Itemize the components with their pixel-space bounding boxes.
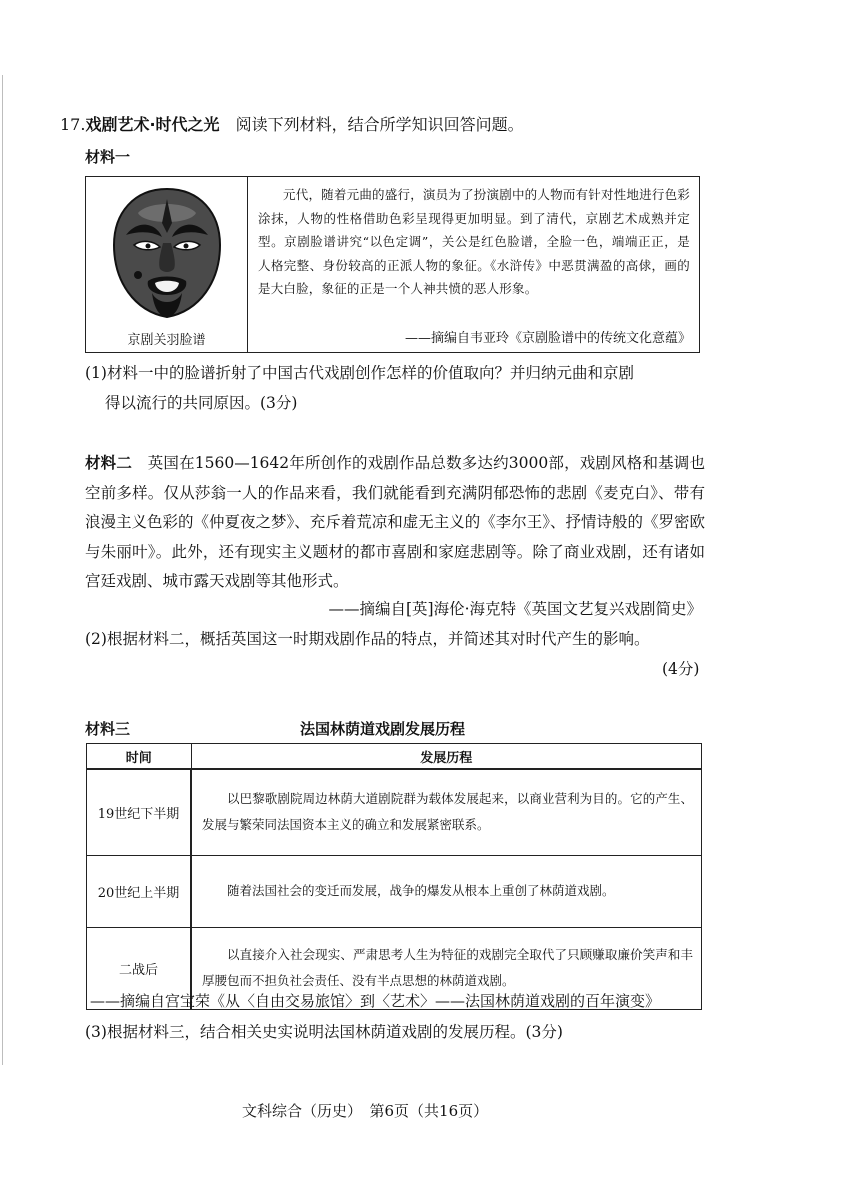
history-table	[86, 743, 702, 1010]
column-header-time: 时间	[87, 744, 192, 770]
table-header-row	[87, 744, 702, 770]
question2-line1: (2)根据材料二，概括英国这一时期戏剧作品的特点，并简述其对时代产生的影响。	[85, 630, 650, 648]
row-time: 19世纪下半期	[87, 769, 192, 855]
table-row	[87, 769, 702, 855]
material1-image-caption: 京剧关羽脸谱	[127, 333, 206, 348]
material2-text: 英国在1560—1642年所创作的戏剧作品总数多达约3000部，戏剧风格和基调也空前多样。仅从莎翁一人的作品来看，我们就能看到充满阴郁恐怖的悲剧《麦克白》、带有浪漫主义色彩的《仲夏夜之梦》、充斥着荒凉和虚无主义的《李尔王》、抒情诗般的《罗密欧与朱丽叶》。此外，还有现实主义题材的都市喜剧和家庭悲剧等。除了商业戏剧，还有诸如宫廷戏剧、城市露天戏剧等其他形式。	[85, 454, 706, 590]
material1-source: ——摘编自韦亚玲《京剧脸谱中的传统文化意蕴》	[404, 331, 691, 346]
page-footer: 文科综合（历史） 第6页（共16页）	[242, 1102, 489, 1120]
row-description: 随着法国社会的变迁而发展，战争的爆发从根本上重创了林荫道戏剧。	[191, 855, 702, 927]
row-description: 以巴黎歌剧院周边林荫大道剧院群为载体发展起来，以商业营利为目的。它的产生、发展与繁荣同法国资本主义的确立和发展紧密联系。	[191, 769, 702, 855]
row-time: 二战后	[87, 927, 192, 1009]
material1-text: 元代，随着元曲的盛行，演员为了扮演剧中的人物而有针对性地进行色彩涂抹，人物的性格借助色彩呈现得更加明显。到了清代，京剧艺术成熟并定型。京剧脸谱讲究“以色定调”，关公是红色脸谱，全脸一色，端端正正，是人格完整、身份较高的正派人物的象征。《水浒传》中恶贯满盈的高俅，画的是大白脸，象征的正是一个人神共愤的恶人形象。	[258, 187, 690, 296]
row-description: 以直接介入社会现实、严肃思考人生为特征的戏剧完全取代了只顾赚取廉价笑声和丰厚腰包而不担负社会责任、没有半点思想的林荫道戏剧。	[191, 927, 702, 1009]
material3-table-title: 法国林荫道戏剧发展历程	[300, 720, 466, 738]
page-edge-line	[2, 75, 3, 1065]
material3-label: 材料三	[85, 720, 131, 738]
material1-label: 材料一	[85, 148, 131, 166]
question-title: 戏剧艺术·时代之光	[85, 115, 220, 134]
material2-block	[85, 449, 705, 597]
material3-source: ——摘编自宫宝荣《从〈自由交易旅馆〉到〈艺术〉——法国林荫道戏剧的百年演变》	[90, 992, 661, 1010]
question1-line1: (1)材料一中的脸谱折射了中国古代戏剧创作怎样的价值取向？并归纳元曲和京剧	[85, 364, 634, 382]
question1-line2: 得以流行的共同原因。(3分)	[105, 394, 298, 412]
material2-label: 材料二	[85, 454, 133, 472]
question3-line1: (3)根据材料三，结合相关史实说明法国林荫道戏剧的发展历程。(3分)	[85, 1023, 563, 1041]
table-row	[87, 855, 702, 927]
question2-score: (4分)	[662, 660, 700, 678]
row-time: 20世纪上半期	[87, 855, 192, 927]
question-header	[60, 115, 524, 135]
material1-box	[85, 176, 700, 353]
question-number: 17.	[60, 115, 86, 134]
material2-source: ——摘编自[英]海伦·海克特《英国文艺复兴戏剧简史》	[328, 600, 702, 618]
question-instruction: 阅读下列材料，结合所学知识回答问题。	[235, 115, 524, 134]
opera-mask-image	[108, 183, 226, 323]
material1-image-cell	[86, 177, 248, 352]
column-header-development: 发展历程	[191, 744, 702, 770]
